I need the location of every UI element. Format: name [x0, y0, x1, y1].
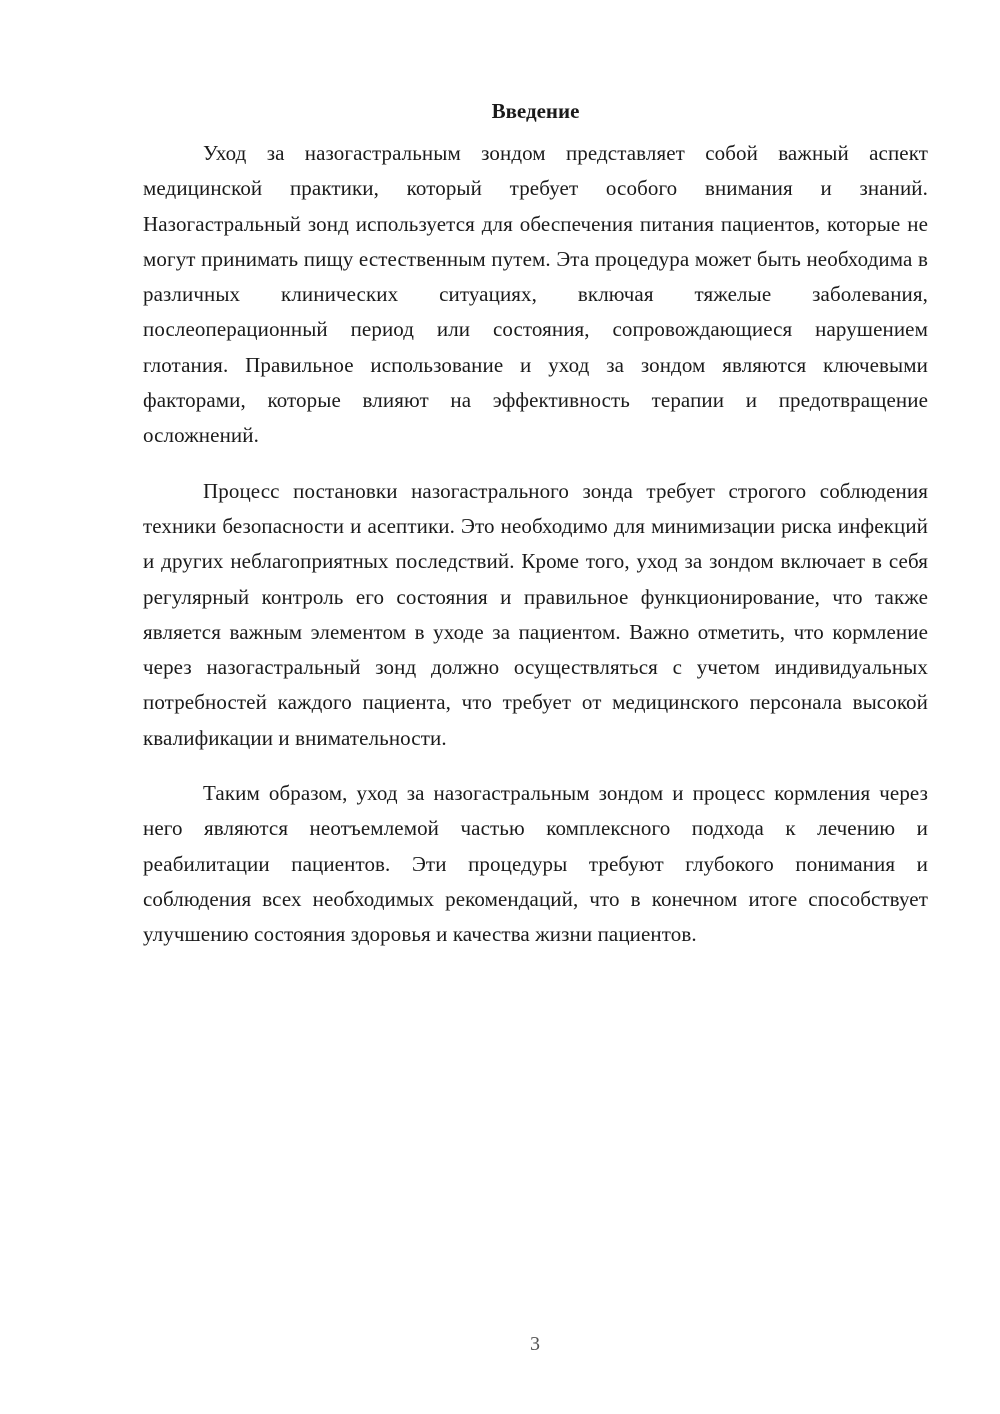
paragraph-2: Процесс постановки назогастрального зонда требует строгого соблюдения техники безопасности и асептики. Это необходимо для минимизации риска инфекций и других неблагоприятных последствий. Кроме того, уход за зондом включает в себя регулярный контроль его состояния и правильное функционирование, что также является важным элементом в уходе за пациентом. Важно отметить, что кормление через назогастральный зонд должно осуществляться с учетом индивидуальных потребностей каждого пациента, что требует от медицинского персонала высокой квалификации и внимательности. — [143, 478, 928, 750]
page-number: 3 — [530, 1333, 540, 1355]
paragraph-1: Уход за назогастральным зондом представляет собой важный аспект медицинской практики, который требует особого внимания и знаний. Назогастральный зонд используется для обеспечения питания пациентов, которые не могут принимать пищу естественным путем. Эта процедура может быть необходима в различных клинических ситуациях, включая тяжелые заболевания, послеоперационный период или состояния, сопровождающиеся нарушением глотания. Правильное использование и уход за зондом являются ключевыми факторами, которые влияют на эффективность терапии и предотвращение осложнений. — [143, 141, 928, 448]
page-content — [143, 96, 928, 973]
section-heading: Введение — [491, 99, 580, 123]
paragraph-3: Таким образом, уход за назогастральным зондом и процесс кормления через него являются неотъемлемой частью комплексного подхода к лечению и реабилитации пациентов. Эти процедуры требуют глубокого понимания и соблюдения всех необходимых рекомендаций, что в конечном итоге способствует улучшению состояния здоровья и качества жизни пациентов. — [143, 781, 928, 947]
